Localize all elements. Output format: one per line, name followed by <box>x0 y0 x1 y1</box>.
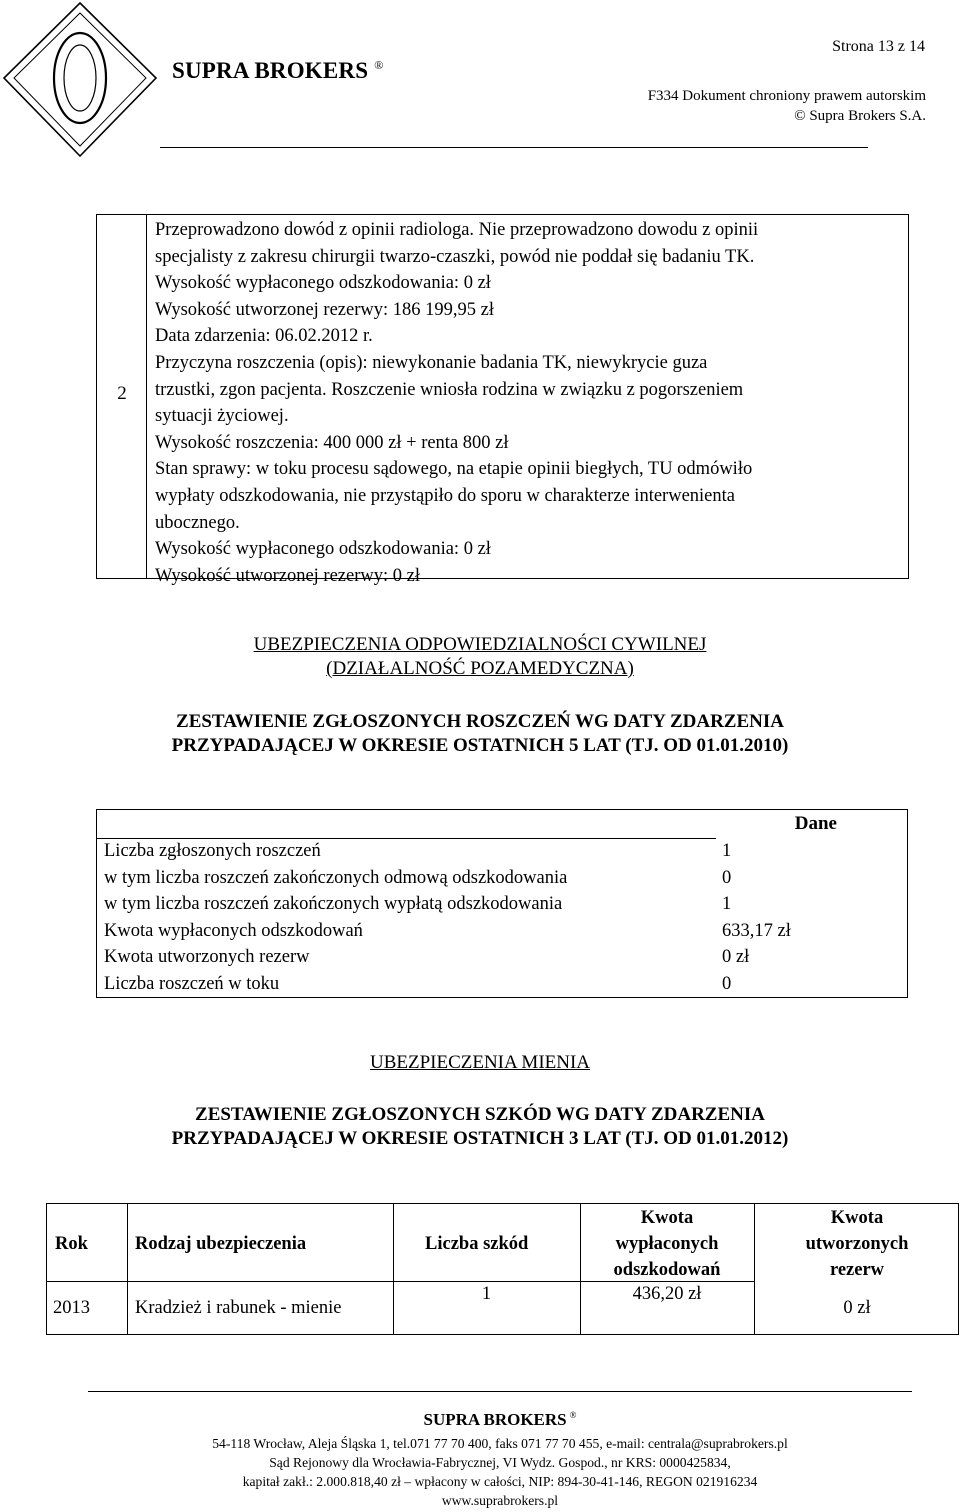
header-divider <box>160 147 868 148</box>
footer-brand: SUPRA BROKERS ® <box>423 1410 577 1429</box>
claim-line: wypłaty odszkodowania, nie przystąpiło do sporu w charakterze interwenienta <box>155 485 735 506</box>
cell-wyplacone: 436,20 zł <box>632 1284 702 1304</box>
column-divider <box>127 1204 128 1334</box>
row-label: Liczba zgłoszonych roszczeń <box>104 841 321 861</box>
claim-line: ubocznego. <box>155 512 240 533</box>
cell-rezerwy: 0 zł <box>843 1298 871 1318</box>
claim-number: 2 <box>117 383 127 404</box>
claim-description <box>155 217 903 589</box>
footer-capital-nip: kapitał zakł.: 2.000.818,40 zł – wpłacony w całości, NIP: 894-30-41-146, REGON 021916234 <box>242 1474 758 1489</box>
copyright-note <box>560 86 926 126</box>
column-header-rezerwy: Kwota utworzonych rezerw <box>805 1208 909 1280</box>
table-row <box>104 918 894 945</box>
summary-title-ocp-2: PRZYPADAJĄCEJ W OKRESIE OSTATNICH 5 LAT (TJ. OD 01.01.2010) <box>171 735 789 756</box>
row-label: w tym liczba roszczeń zakończonych odmową odszkodowania <box>104 867 568 888</box>
section-subheading-ocp: (DZIAŁALNOŚĆ POZAMEDYCZNA) <box>326 658 634 679</box>
claim-line: Wysokość roszczenia: 400 000 zł + renta 800 zł <box>155 432 509 453</box>
table-header-dane: Dane <box>794 813 837 834</box>
table-row <box>104 944 894 971</box>
claim-line: Data zdarzenia: 06.02.2012 r. <box>155 326 373 347</box>
row-value: 0 <box>722 867 732 888</box>
header-brand: SUPRA BROKERS ® <box>172 58 384 83</box>
table-row <box>104 891 894 918</box>
section-heading-ocp: UBEZPIECZENIA ODPOWIEDZIALNOŚCI CYWILNEJ <box>253 634 707 655</box>
claim-line: Przeprowadzono dowód z opinii radiologa. Nie przeprowadzono dowodu z opinii <box>155 220 759 240</box>
claim-line: Wysokość utworzonej rezerwy: 0 zł <box>155 565 420 586</box>
section-heading-mienie: UBEZPIECZENIA MIENIA <box>369 1052 591 1073</box>
footer-divider <box>88 1391 912 1392</box>
claim-line: Wysokość utworzonej rezerwy: 186 199,95 zł <box>155 299 494 320</box>
row-value: 1 <box>722 841 732 861</box>
column-header-liczba: Liczba szkód <box>425 1234 529 1254</box>
claim-number-column <box>97 215 147 578</box>
cell-rok: 2013 <box>53 1298 90 1318</box>
summary-title-mienie-2: PRZYPADAJĄCEJ W OKRESIE OSTATNICH 3 LAT (TJ. OD 01.01.2012) <box>171 1128 789 1149</box>
footer-website: www.suprabrokers.pl <box>441 1493 559 1508</box>
row-label: Kwota utworzonych rezerw <box>104 947 310 967</box>
row-value: 0 zł <box>722 947 750 967</box>
summary-title-mienie-1: ZESTAWIENIE ZGŁOSZONYCH SZKÓD WG DATY ZDARZENIA <box>195 1104 765 1125</box>
row-label: Liczba roszczeń w toku <box>104 973 280 994</box>
claim-line: Przyczyna roszczenia (opis): niewykonanie badania TK, niewykrycie guza <box>155 352 708 373</box>
claim-box <box>96 214 909 586</box>
column-divider <box>393 1204 394 1334</box>
claim-line: Stan sprawy: w toku procesu sądowego, na etapie opinii biegłych, TU odmówiło <box>155 459 753 480</box>
row-label: w tym liczba roszczeń zakończonych wypłatą odszkodowania <box>104 894 563 914</box>
claim-line: Wysokość wypłaconego odszkodowania: 0 zł <box>155 539 491 560</box>
footer-address: 54-118 Wrocław, Aleja Śląska 1, tel.071 77 70 400, faks 071 77 70 455, e-mail: centrala@suprabrokers.pl <box>212 1436 788 1451</box>
supra-logo <box>0 0 160 160</box>
column-header-rok: Rok <box>55 1234 88 1254</box>
damages-table <box>46 1203 959 1335</box>
claim-line: specjalisty z zakresu chirurgii twarzo-czaszki, powód nie poddał się badaniu TK. <box>155 246 755 267</box>
table-row <box>104 971 894 998</box>
row-value: 0 <box>722 973 732 994</box>
claims-summary-table <box>96 809 908 998</box>
claim-line: trzustki, zgon pacjenta. Roszczenie wniosła rodzina w związku z pogorszeniem <box>155 379 744 400</box>
column-header-wyplacone: Kwota wypłaconych odszkodowań <box>613 1208 721 1280</box>
summary-title-ocp-1: ZESTAWIENIE ZGŁOSZONYCH ROSZCZEŃ WG DATY ZDARZENIA <box>176 711 784 732</box>
cell-liczba: 1 <box>481 1284 492 1304</box>
row-value: 633,17 zł <box>722 920 791 941</box>
column-header-rodzaj: Rodzaj ubezpieczenia <box>135 1234 307 1254</box>
claim-line: Wysokość wypłaconego odszkodowania: 0 zł <box>155 273 491 294</box>
copyright-line-2: © Supra Brokers S.A. <box>794 108 926 124</box>
page-number: Strona 13 z 14 <box>832 38 925 55</box>
row-label: Kwota wypłaconych odszkodowań <box>104 920 363 941</box>
table-row <box>104 865 894 892</box>
table-row <box>104 838 894 865</box>
cell-rodzaj: Kradzież i rabunek - mienie <box>135 1298 342 1318</box>
copyright-line-1: F334 Dokument chroniony prawem autorskim <box>647 88 926 104</box>
footer-court-registry: Sąd Rejonowy dla Wrocławia-Fabrycznej, VI Wydz. Gospod., nr KRS: 0000425834, <box>269 1455 731 1470</box>
row-value: 1 <box>722 894 732 914</box>
claim-line: sytuacji życiowej. <box>155 406 289 427</box>
